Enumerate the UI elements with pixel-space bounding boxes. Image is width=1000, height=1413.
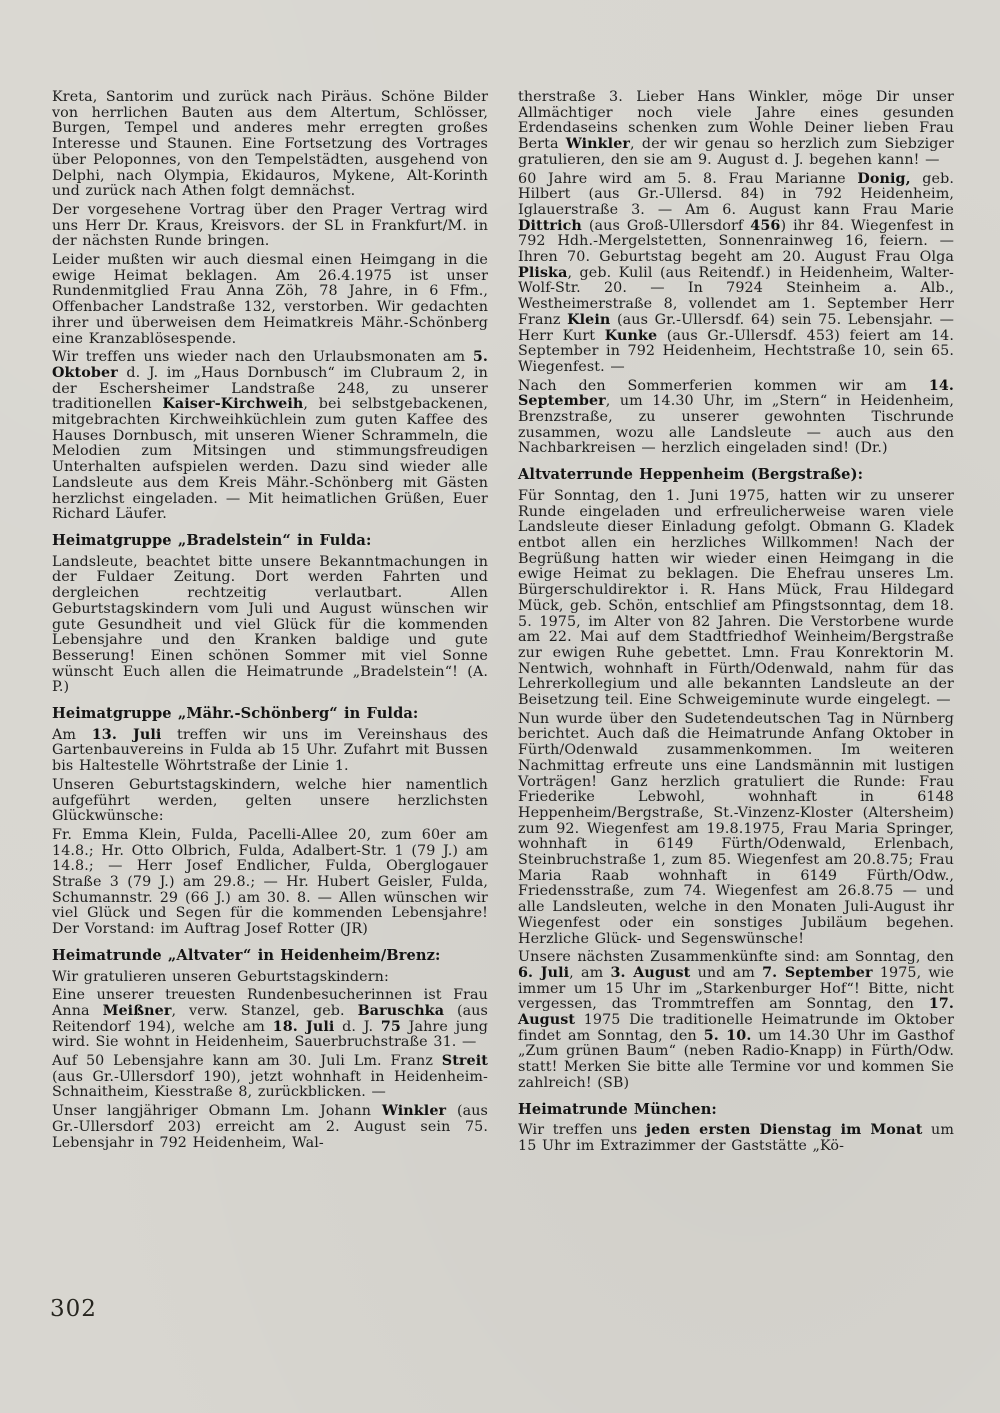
left-column <box>52 90 488 1158</box>
paragraph: Wir treffen uns jeden ersten Dienstag im Monat um 15 Uhr im Extrazimmer der Gaststätte „Kö- <box>518 1122 955 1154</box>
paragraph: Nun wurde über den Sudetendeutschen Tag in Nürnberg berichtet. Auch daß die Heimatrunde Anfang Oktober in Fürth/Odenwald zusammenkommen. Im weiteren Nachmittag erfreute uns eine Landsmännin mit lustigen Vorträgen! Ganz herzlich gratuliert die Runde: Frau Friederike Lebwohl, wohnhaft in 6148 Heppenheim/Bergstraße, St.-Vinzenz-Kloster (Altersheim) zum 92. Wiegenfest am 19.8.1975, Frau Maria Springer, wohnhaft in 6149 Fürth/Odenwald, Erlenbach, Steinbruchstraße 1, zum 85. Wiegenfest am 20.8.75; Frau Maria Raab wohnhaft in 6149 Fürth/Odw., Friedensstraße, zum 74. Wiegenfest am 26.8.75 — und alle Landsleuten, welche in den Monaten Juli-August ihr Wiegenfest oder ein sonstiges Jubiläum begehen. Herzliche Glück- und Segenswünsche! <box>518 710 954 947</box>
paragraph: Wir gratulieren unseren Geburtstagskindern: <box>52 968 389 985</box>
paragraph: Unser langjähriger Obmann Lm. Johann Winkler (aus Gr.-Ullersdorf 203) erreicht am 2. August sein 75. Lebensjahr in 792 Heidenheim, Wal- <box>52 1103 488 1151</box>
section-heading: Altvaterrunde Heppenheim (Bergstraße): <box>518 466 864 484</box>
paragraph: Kreta, Santorim und zurück nach Piräus. Schöne Bilder von herrlichen Bauten aus dem Altertum, Schlösser, Burgen, Tempel und anderes mehr erregten großes Interesse und Staunen. Eine Fortsetzung des Vortrages über Peloponnes, von den Tempelstädten, ausgehend von Delphi, nach Olympia, Ekidauros, Mykene, Alt-Korinth und zurück nach Athen folgt demnächst. <box>52 89 488 200</box>
paragraph: Am 13. Juli treffen wir uns im Vereinshaus des Gartenbauvereins in Fulda ab 15 Uhr. Zufahrt mit Bussen bis Haltestelle Wöhrtstraße der Linie 1. <box>52 726 489 775</box>
paragraph: Auf 50 Lebensjahre kann am 30. Juli Lm. Franz Streit (aus Gr.-Ullersdorf 190), jetzt wohnhaft in Heidenheim-Schnaitheim, Kiesstraße 8, zurückblicken. — <box>52 1053 488 1101</box>
paragraph: 60 Jahre wird am 5. 8. Frau Marianne Donig, geb. Hilbert (aus Gr.-Ullersd. 84) in 792 Heidenheim, Iglauerstraße 3. — Am 6. August kann Frau Marie Dittrich (aus Groß-Ullersdorf 456) ihr 84. Wiegenfest in 792 Hdh.-Mergelstetten, Sonnenrainweg 16, feiern. — Ihren 70. Geburtstag begeht am 20. August Frau Olga Pliska, geb. Kulil (aus Reitendf.) in Heidenheim, Walter-Wolf-Str. 20. — In 7924 Steinheim a. Alb., Westheimerstraße 8, vollendet am 1. September Herr Franz Klein (aus Gr.-Ullersdf. 64) sein 75. Lebensjahr. — Herr Kurt Kunke (aus Gr.-Ullersdf. 453) feiert am 14. September in 792 Heidenheim, Hechtstraße 10, sein 65. Wiegenfest. — <box>518 170 954 375</box>
paragraph: therstraße 3. Lieber Hans Winkler, möge Dir unser Allmächtiger noch viele Jahre eines gesunden Erdendaseins schenken zum Wohle Deiner lieben Frau Berta Winkler, der wir genau so herzlich zum Siebziger gratulieren, den sie am 9. August d. J. begehen kann! — <box>518 89 954 168</box>
right-column <box>518 90 954 1158</box>
section-heading: Heimatgruppe „Mähr.-Schönberg“ in Fulda: <box>52 705 419 723</box>
page-number: 302 <box>50 1296 97 1322</box>
paragraph: Der vorgesehene Vortrag über den Prager Vertrag wird uns Herr Dr. Kraus, Kreisvors. der SL in Frankfurt/M. in der nächsten Runde bringen. <box>52 201 488 250</box>
paragraph: Eine unserer treuesten Rundenbesucherinnen ist Frau Anna Meißner, verw. Stanzel, geb. Baruschka (aus Reitendorf 194), welche am 18. Juli d. J. 75 Jahre jung wird. Sie wohnt in Heidenheim, Sauerbruchstraße 31. — <box>52 987 488 1051</box>
section-heading: Heimatrunde München: <box>518 1100 717 1118</box>
paragraph: Landsleute, beachtet bitte unsere Bekanntmachungen in der Fuldaer Zeitung. Dort werden Fahrten und dergleichen rechtzeitig verlautbart. Allen Geburtstagskindern vom Juli und August wünschen wir gute Gesundheit und viel Glück für die kommenden Lebensjahre und den Kranken baldige und gute Besserung! Einen schönen Sommer mit viel Sonne wünscht Euch allen die Heimatrunde „Bradelstein“! (A. P.) <box>52 553 488 696</box>
paragraph: Nach den Sommerferien kommen wir am 14. September, um 14.30 Uhr, im „Stern“ in Heidenheim, Brenzstraße, zu unserer gewohnten Tischrunde zusammen, wozu alle Landsleute — auch aus den Nachbarkreisen — herzlich eingeladen sind! (Dr.) <box>518 377 954 457</box>
paragraph: Fr. Emma Klein, Fulda, Pacelli-Allee 20, zum 60er am 14.8.; Hr. Otto Olbrich, Fulda, Adalbert-Str. 1 (79 J.) am 14.8.; — Herr Josef Endlicher, Fulda, Oberglogauer Straße 3 (79 J.) am 29.8.; — Hr. Hubert Geisler, Fulda, Schumannstr. 29 (66 J.) am 30. 8. — Allen wünschen wir viel Glück und Segen für die kommenden Lebensjahre! Der Vorstand: im Auftrag Josef Rotter (JR) <box>52 826 488 938</box>
paragraph: Unseren Geburtstagskindern, welche hier namentlich aufgeführt werden, gelten unsere herzlichsten Glückwünsche: <box>52 776 488 825</box>
paragraph: Für Sonntag, den 1. Juni 1975, hatten wir zu unserer Runde eingeladen und erfreulicherweise waren viele Landsleute dieser Einladung gefolgt. Obmann G. Kladek entbot allen ein herzliches Willkommen! Nach der Begrüßung hatten wir wieder einen Heimgang in die ewige Heimat zu beklagen. Die Ehefrau unseres Lm. Bürgerschuldirektor i. R. Hans Mück, Frau Hildegard Mück, geb. Schön, entschlief am Pfingstsonntag, dem 18. 5. 1975, im Alter von 82 Jahren. Die Verstorbene wurde am 22. Mai auf dem Stadtfriedhof Weinheim/Bergstraße zur ewigen Ruhe gebettet. Lmn. Frau Konrektorin M. Nentwich, wohnhaft in Fürth/Odenwald, nahm für das Lehrerkollegium und alle bekannten Landsleute an der Beisetzung teil. Eine Schweigeminute wurde eingelegt. — <box>518 487 954 709</box>
text-columns <box>52 90 954 1158</box>
section-heading: Heimatgruppe „Bradelstein“ in Fulda: <box>52 531 372 549</box>
paragraph: Leider mußten wir auch diesmal einen Heimgang in die ewige Heimat beklagen. Am 26.4.1975 ist unser Rundenmitglied Frau Anna Zöh, 78 Jahre, in 6 Ffm., Offenbacher Landstraße 132, verstorben. Wir gedachten ihrer und überweisen dem Heimatkreis Mähr.-Schönberg eine Kranzablösespende. <box>52 252 488 347</box>
paragraph: Unsere nächsten Zusammenkünfte sind: am Sonntag, den 6. Juli, am 3. August und am 7. September 1975, wie immer um 15 Uhr im „Starkenburger Hof“! Bitte, nicht vergessen, das Trommtreffen am Sonntag, den 17. August 1975 Die traditionelle Heimatrunde im Oktober findet am Sonntag, den 5. 10. um 14.30 Uhr im Gasthof „Zum grünen Baum“ (neben Radio-Knapp) in Fürth/Odw. statt! Merken Sie bitte alle Termine vor und kommen Sie zahlreich! (SB) <box>518 949 955 1091</box>
section-heading: Heimatrunde „Altvater“ in Heidenheim/Brenz: <box>52 946 441 964</box>
paragraph: Wir treffen uns wieder nach den Urlaubsmonaten am 5. Oktober d. J. im „Haus Dornbusch“ im Clubraum 2, in der Eschersheimer Landstraße 248, zu unserer traditionellen Kaiser-Kirchweih, bei selbstgebackenen, mitgebrachten Kirchweihküchlein zum guten Kaffee des Hauses Dornbusch, mit unseren Wiener Schrammeln, die Melodien zum Mitsingen und stimmungsfreudigen Unterhalten aufspielen werden. Dazu sind wieder alle Landsleute aus dem Kreis Mähr.-Schönberg mit Gästen herzlichst eingeladen. — Mit heimatlichen Grüßen, Euer Richard Läufer. <box>52 349 488 523</box>
